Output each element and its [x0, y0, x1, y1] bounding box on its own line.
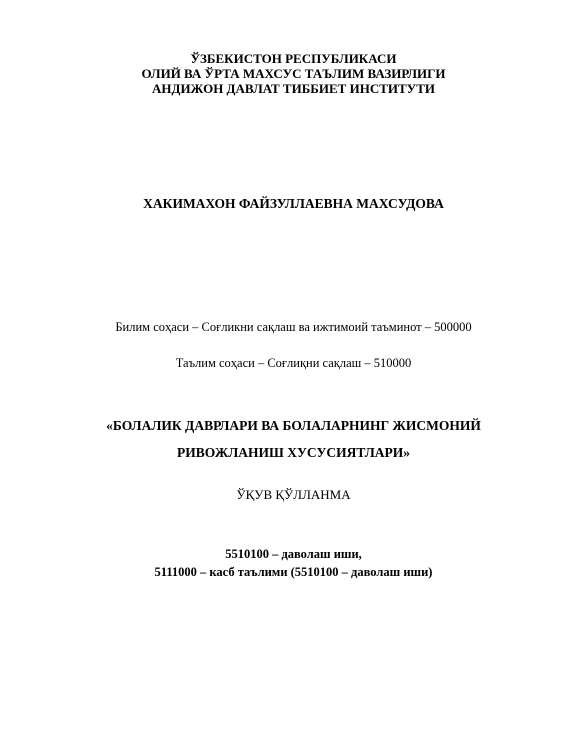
institute-name: АНДИЖОН ДАВЛАТ ТИББИЕТ ИНСТИТУТИ — [152, 81, 435, 96]
ministry-name: ОЛИЙ ВА ЎРТА МАХСУС ТАЪЛИМ ВАЗИРЛИГИ — [141, 66, 446, 81]
specialty-line-1: 5510100 – даволаш иши, — [225, 547, 362, 561]
document-type: ЎҚУВ ҚЎЛЛАНМА — [236, 487, 351, 502]
document-title-line-1: «БОЛАЛИК ДАВРЛАРИ ВА БОЛАЛАРНИНГ ЖИСМОНИЙ — [106, 418, 481, 433]
specialty-line-2: 5111000 – касб таълими (5510100 – даволаш иши) — [154, 565, 433, 579]
knowledge-area: Билим соҳаси – Соғликни сақлаш ва ижтимоий таъминот – 500000 — [115, 320, 472, 334]
republic-name: ЎЗБЕКИСТОН РЕСПУБЛИКАСИ — [190, 51, 397, 66]
author-name: ХАКИМАХОН ФАЙЗУЛЛАЕВНА МАХСУДОВА — [143, 196, 444, 211]
document-title-line-2: РИВОЖЛАНИШ ХУСУСИЯТЛАРИ» — [176, 445, 411, 460]
education-area: Таълим соҳаси – Соғлиқни сақлаш – 510000 — [175, 356, 412, 370]
